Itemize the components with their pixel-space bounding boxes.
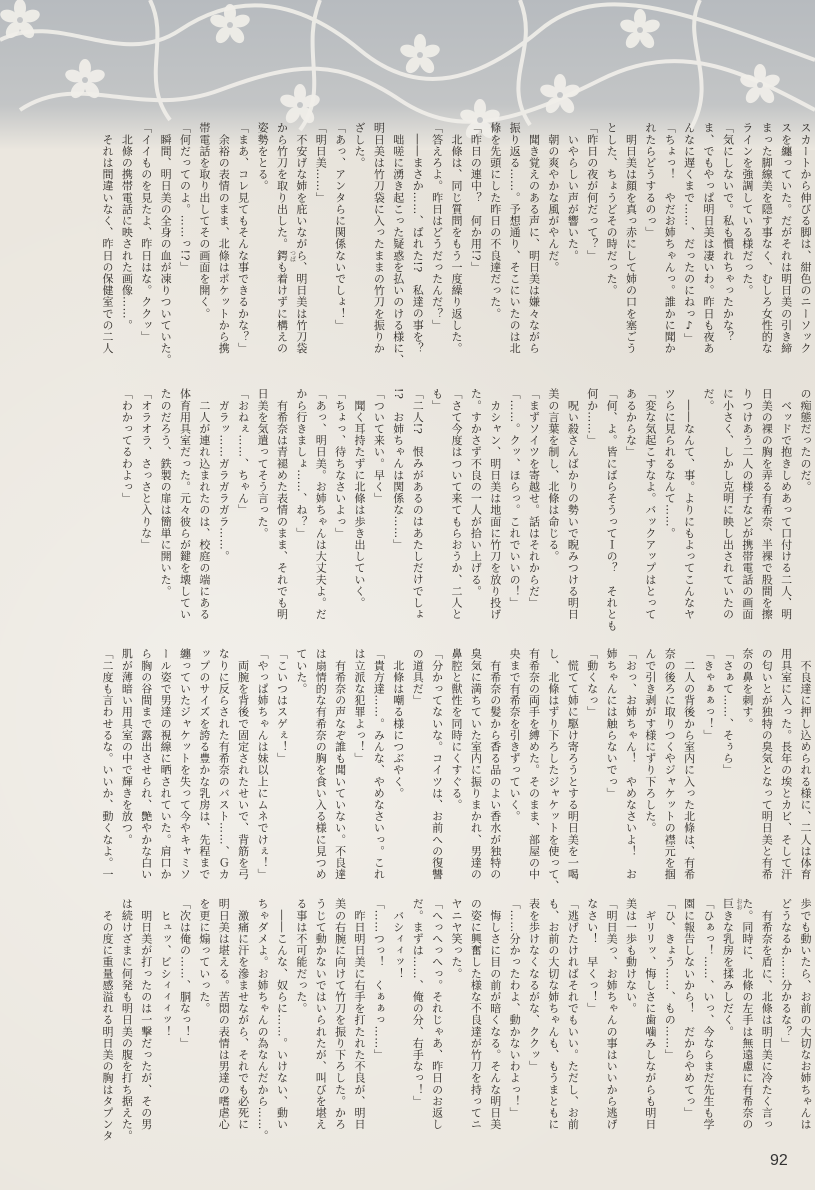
text-line: 「あっ、明日美。お姉ちゃんは大丈夫よ。だ bbox=[314, 388, 328, 620]
text-line: スを纏っていた。だがそれは明日美の引き締 bbox=[779, 122, 793, 354]
text-line: 北條の携帯電話に映された画像……。 bbox=[120, 122, 134, 331]
text-line: 振り返る……。予想通り、そこにいたのは北 bbox=[508, 122, 522, 354]
text-line: 明日美が打ったのは一撃だったが、その男 bbox=[139, 898, 153, 1130]
text-line: いやらしい声が響いた。 bbox=[566, 122, 580, 262]
text-line: 明日美は堪える。苦悶の表情は男達の嗜虐心 bbox=[217, 898, 231, 1130]
text-line: あるからな」 bbox=[624, 388, 638, 458]
text-line: 「……分かったわよ、動かないわよっ！」 bbox=[508, 898, 522, 1119]
text-line: 「こいつはスゲぇ！」 bbox=[275, 648, 289, 764]
text-line: ら胸の谷間まで露出させられ、艶やかな白い bbox=[139, 648, 153, 880]
text-line: 帯電話を取り出してその画面を開く。 bbox=[197, 122, 211, 320]
text-line: うじて動かないではいられたが、叫びを堪え bbox=[314, 898, 328, 1130]
text-line: ップのサイズを誇る豊かな乳房は、先程まで bbox=[197, 648, 211, 880]
text-line: 「イイものを見たよ、昨日はな。ククッ」 bbox=[139, 122, 153, 343]
text-line: 「……つっ！ くぁぁっ……」 bbox=[372, 898, 386, 1061]
text-line: それは間違いなく、昨日の保健室での二人 bbox=[100, 122, 114, 354]
text-line: 呪い殺さんばかりの勢いで睨みつける明日 bbox=[566, 388, 580, 620]
text-line: その度に重量感溢れる明日美の胸はタプンタ bbox=[100, 898, 114, 1142]
text-line: まった脚線美を隠す事なく、むしろ女性的な bbox=[760, 122, 774, 354]
text-line: 「あっ、アンタらに関係ないでしょ！」 bbox=[333, 122, 347, 331]
text-line: 有希奈は青褪めた表情のまま、それでも明 bbox=[275, 388, 289, 620]
text-line: 「貴方達……。みんな、やめなさいっ。これ bbox=[372, 648, 386, 880]
text-line: 「次は俺の……、胴なっ！」 bbox=[178, 898, 192, 1049]
text-line: ツらに見られるなんて……。 bbox=[663, 388, 677, 539]
text-line: 明日美は顔を真っ赤にして姉の口を塞ごう bbox=[624, 122, 638, 354]
text-line: 体育用具室だった。元々彼らが鍵を壊してい bbox=[178, 388, 192, 620]
text-line: 「おっ、お姉ちゃん！ やめなさいよ！ お bbox=[624, 648, 638, 880]
text-line: 央まで有希奈を引きずっていく。 bbox=[508, 648, 522, 822]
text-line: に小さく、しかし克明に映し出されていたの bbox=[721, 388, 735, 620]
text-tier-2 bbox=[91, 388, 811, 634]
text-line: 「昨日の連中？ 何か用!?」 bbox=[469, 122, 483, 273]
text-line: 日美の裸の胸を弄る有希奈、半裸で股間を擦 bbox=[760, 388, 774, 620]
text-line: を更に煽っていった。 bbox=[197, 898, 211, 1014]
text-line: 有希奈の髪から香る品のよい香水が独特の bbox=[488, 648, 502, 880]
text-line: 「昨日の夜が何だって？」 bbox=[585, 122, 599, 262]
text-line: 歩でも動いたら、お前の大切なお姉ちゃんは bbox=[799, 898, 812, 1130]
text-line: 「気にしないで。私も慣れちゃったかな？ bbox=[721, 122, 735, 343]
text-line: は続けざまに何発も明日美の腹を打ち据えた。 bbox=[120, 898, 134, 1142]
text-line: 美の右腕に向けて竹刀を振り下ろした。かろ bbox=[333, 898, 347, 1130]
text-line: 咄嗟に湧き起こった疑惑を払いのける様に、 bbox=[391, 122, 405, 366]
text-line: だ。まずは……、俺の分、右手なっ！」 bbox=[411, 898, 425, 1107]
text-line: 「二人!? 恨みがあるのはあたしだけでしょ bbox=[411, 388, 425, 620]
text-line: 朝の爽やかな風がやんだ。 bbox=[546, 122, 560, 273]
text-line: ラインを強調している様だった。 bbox=[740, 122, 754, 296]
text-line: ていた。 bbox=[294, 648, 308, 695]
text-line: 「動くなっ」 bbox=[585, 648, 599, 718]
text-line: 北條は、同じ質問をもう一度繰り返した。 bbox=[449, 122, 463, 354]
text-line: 巨きな乳房を揉みしだく。 bbox=[721, 898, 735, 1038]
text-line: 有希奈の両手を縛めた。そのまま、部屋の中 bbox=[527, 648, 541, 880]
text-line: 「オラオラ、さっさと入りな」 bbox=[139, 388, 153, 551]
text-line: 纏っていたジャケットを失って今やキャミソ bbox=[178, 648, 192, 880]
page-number: 92 bbox=[770, 1152, 788, 1169]
text-line: ざした。 bbox=[353, 122, 367, 169]
text-line: 慌てて姉に駆け寄ろうとする明日美を一喝 bbox=[566, 648, 580, 880]
text-line: 「逃げたければそれでもいい。ただし、お前 bbox=[566, 898, 580, 1130]
text-line: の痴態だったのだ。 bbox=[799, 388, 812, 493]
text-line: !? お姉ちゃんは関係な……」 bbox=[391, 388, 405, 551]
text-tier-1 bbox=[91, 122, 811, 368]
text-line: の姿に興奮した様な不良達が竹刀を持ってニ bbox=[469, 898, 483, 1130]
text-line: ――こんな、奴らに……。いけない、動い bbox=[275, 898, 289, 1130]
text-line: 何か……」 bbox=[585, 388, 599, 446]
text-line: 不良達に押し込められる様に、二人は体育 bbox=[799, 648, 812, 880]
text-line: ちゃダメよ。お姉ちゃんの為なんだから……。 bbox=[256, 898, 270, 1142]
ruby-tsuba: つば bbox=[288, 250, 296, 262]
text-line: 奈の鼻を刺す。 bbox=[740, 648, 754, 730]
text-line: バシィィッ！ bbox=[391, 898, 405, 980]
text-line: 「きゃぁぁっ！」 bbox=[702, 648, 716, 741]
text-line: 「明日美……」 bbox=[314, 122, 328, 204]
text-line: 「明日美っ、お姉ちゃんの事はいいから逃げ bbox=[605, 898, 619, 1130]
text-line: から行きましょ……、ね？」 bbox=[294, 388, 308, 539]
text-tier-4 bbox=[91, 898, 811, 1144]
text-line: ヤニヤ笑った。 bbox=[449, 898, 463, 980]
text-line: 鼻腔と獣性を同時にくすぐる。 bbox=[449, 648, 463, 811]
text-line: 「二度も言わせるな。いいか、動くなよ。一 bbox=[100, 648, 114, 880]
text-line: 「……。クッ、ほらっ。これでいいの！」 bbox=[508, 388, 522, 609]
text-tier-3 bbox=[91, 648, 811, 894]
text-line: 美の言葉を制し、北條は命じる。 bbox=[546, 388, 560, 562]
text-line: 條を先頭にした昨日の不良達だった。 bbox=[488, 122, 502, 320]
text-line: 臭気に満ちていた室内に振りまかれ、男達の bbox=[469, 648, 483, 880]
text-line: 用具室に入った。長年の埃とカビ、そして汗 bbox=[779, 648, 793, 880]
text-line: 「さぁて……、そぅら」 bbox=[721, 648, 735, 776]
text-line: 「何だってのよ。……っ!?」 bbox=[178, 122, 192, 273]
text-line: 美は一歩も動けない。 bbox=[624, 898, 638, 1014]
text-line: 「変な気起こすなよ。バックアップはとって bbox=[643, 388, 657, 620]
text-line: なさい！ 早くっ！」 bbox=[585, 898, 599, 1014]
text-line: 肌が薄暗い用具室の中で輝きを放つ。 bbox=[120, 648, 134, 846]
text-line: も」 bbox=[430, 388, 444, 412]
text-line: 有希奈を盾に、北條は明日美に冷たく言っ bbox=[760, 898, 774, 1130]
text-line: 「ついて来い。早く」 bbox=[372, 388, 386, 504]
ruby-oo: おお bbox=[735, 898, 742, 910]
text-line: 二人が連れ込まれたのは、校庭の端にある bbox=[197, 388, 211, 620]
text-line: 姿勢をとる。 bbox=[256, 122, 270, 192]
text-line: 聞く耳持たずに北條は歩き出していく。 bbox=[353, 388, 367, 609]
text-line: 「さて今度はついて来てもらおうか、二人と bbox=[449, 388, 463, 620]
text-line: 「分かってないな。コイツは、お前への復讐 bbox=[430, 648, 444, 880]
text-line: 「ひぁっ！……、いっ、今ならまだ先生も学 bbox=[702, 898, 716, 1130]
text-line: 「へっへっへっ。それじゃあ、昨日のお返し bbox=[430, 898, 444, 1130]
text-line: 「何、よ。皆にばらそうってＩの？ それとも bbox=[605, 388, 619, 632]
text-line: りつけあう二人の様子などが携帯電話の画面 bbox=[740, 388, 754, 620]
text-line: 「答えろよ。昨日はどうだったんだ？」 bbox=[430, 122, 444, 331]
text-line: だ。 bbox=[702, 388, 716, 412]
text-line: 有希奈の声なぞ誰も聞いていない。不良達 bbox=[333, 648, 347, 880]
text-line: ――なんて、事。よりにもよってこんなヤ bbox=[682, 388, 696, 620]
text-line: んで引き剥がす様にずり下ろした。 bbox=[643, 648, 657, 834]
text-line: 両腕を背後で固定されたせいで、背筋を弓 bbox=[236, 648, 250, 880]
text-line: んなに遅くまで……、だったのにねっ♪」 bbox=[682, 122, 696, 345]
text-line: ヒュッ、ビシィィィッ！ bbox=[159, 898, 173, 1038]
text-line: カシャン、明日美は地面に竹刀を放り投げ bbox=[488, 388, 502, 620]
text-line: も、お前の大切な姉ちゃんも、もうまともに bbox=[546, 898, 560, 1130]
text-line: たのだろう、鉄製の扉は簡単に開いた。 bbox=[159, 388, 173, 597]
text-line: 悔しさに目の前が暗くなる。そんな明日美 bbox=[488, 898, 502, 1130]
text-line: 「おねぇ……、ちゃん」 bbox=[236, 388, 250, 516]
text-line: 「やっぱ姉ちゃんは妹以上にムネでけぇ！」 bbox=[256, 648, 270, 880]
text-line: 二人の背後から室内に入った北條は、有希 bbox=[682, 648, 696, 880]
text-line: 余裕の表情のまま、北條はポケットから携 bbox=[217, 122, 231, 354]
text-line: 瞬間、明日美の全身の血が凍りついていた。 bbox=[159, 122, 173, 366]
text-line: た。同時に、北條の左手は無遠慮に有希奈の bbox=[740, 898, 754, 1130]
text-line: 不安げな姉を庇いながら、明日美は竹刀袋 bbox=[294, 122, 308, 354]
text-line: ガラッ……ガラガラガラ……。 bbox=[217, 388, 231, 562]
text-line: から竹刀を取り出した。鍔も着けずに構えの bbox=[275, 122, 289, 354]
text-line: 激痛に汗を滲ませながら、それでも必死に bbox=[236, 898, 250, 1130]
text-line: る事は不可能だった。 bbox=[294, 898, 308, 1014]
text-line: なりに反らされた有希奈のバスト……、Ｇカ bbox=[217, 648, 231, 880]
text-line: 「ひ、きょう……、もの……」 bbox=[663, 898, 677, 1061]
text-line: 「ちょっ、待ちなさいよっ」 bbox=[333, 388, 347, 539]
text-line: 「まずソイツを寄越せ。話はそれからだ」 bbox=[527, 388, 541, 609]
text-line: ベッドで抱きしめあって口付ける二人、明 bbox=[779, 388, 793, 620]
text-line: れたらどうするのっ」 bbox=[643, 122, 657, 238]
text-line: とした、ちょうどその時だった。 bbox=[605, 122, 619, 296]
text-line: ま、でもやっぱ明日美は凄いわ。昨日も夜あ bbox=[702, 122, 716, 354]
text-line: 北條は嘲る様につぶやく。 bbox=[391, 648, 405, 799]
text-line: 昨日明日美に右手を打たれた不良が、明日 bbox=[353, 898, 367, 1130]
text-line: 表を歩けなくなるがな、ククッ」 bbox=[527, 898, 541, 1072]
text-line: は扇情的な有希奈の胸を食い入る様に見つめ bbox=[314, 648, 328, 880]
text-line: 聞き覚えのある声に、明日美は嫌々ながら bbox=[527, 122, 541, 354]
text-line: の道具だ」 bbox=[411, 648, 425, 706]
text-line: 日美を気遣ってそう言った。 bbox=[256, 388, 270, 539]
text-line: 明日美は竹刀袋に入ったままの竹刀を振りか bbox=[372, 122, 386, 354]
text-line: 奈の後ろに取りつくやジャケットの襟元を掴 bbox=[663, 648, 677, 880]
text-line: は立派な犯罪よっ！」 bbox=[353, 648, 367, 764]
text-line: どうなるか……分かるな？」 bbox=[779, 898, 793, 1049]
text-line: 「ちょっ！ やだお姉ちゃんっ。誰かに聞か bbox=[663, 122, 677, 354]
text-line: の匂いとが独特の臭気となって明日美と有希 bbox=[760, 648, 774, 880]
text-line: 姉ちゃんには触らないでっ」 bbox=[605, 648, 619, 799]
text-line: ギリリッ、悔しさに歯噛みしながらも明日 bbox=[643, 898, 657, 1130]
text-line: スカートから伸びる脚は、紺色のニーソック bbox=[799, 122, 812, 354]
text-line: た。すかさず不良の一人が拾い上げる。 bbox=[469, 388, 483, 597]
text-line: 「わかってるわよっ」 bbox=[120, 388, 134, 504]
text-line: ール姿で男達の視線に晒されていた。肩口か bbox=[159, 648, 173, 880]
text-line: ――まさか……、ばれた!? 私達の事を？ bbox=[411, 122, 425, 354]
text-line: 園に報告しないから！ だからやめてっ」 bbox=[682, 898, 696, 1119]
text-line: 「まあ、コレ見てもそんな事できるかな？」 bbox=[236, 122, 250, 354]
text-line: し、北條はずり下ろしたジャケットを使って、 bbox=[546, 648, 560, 892]
